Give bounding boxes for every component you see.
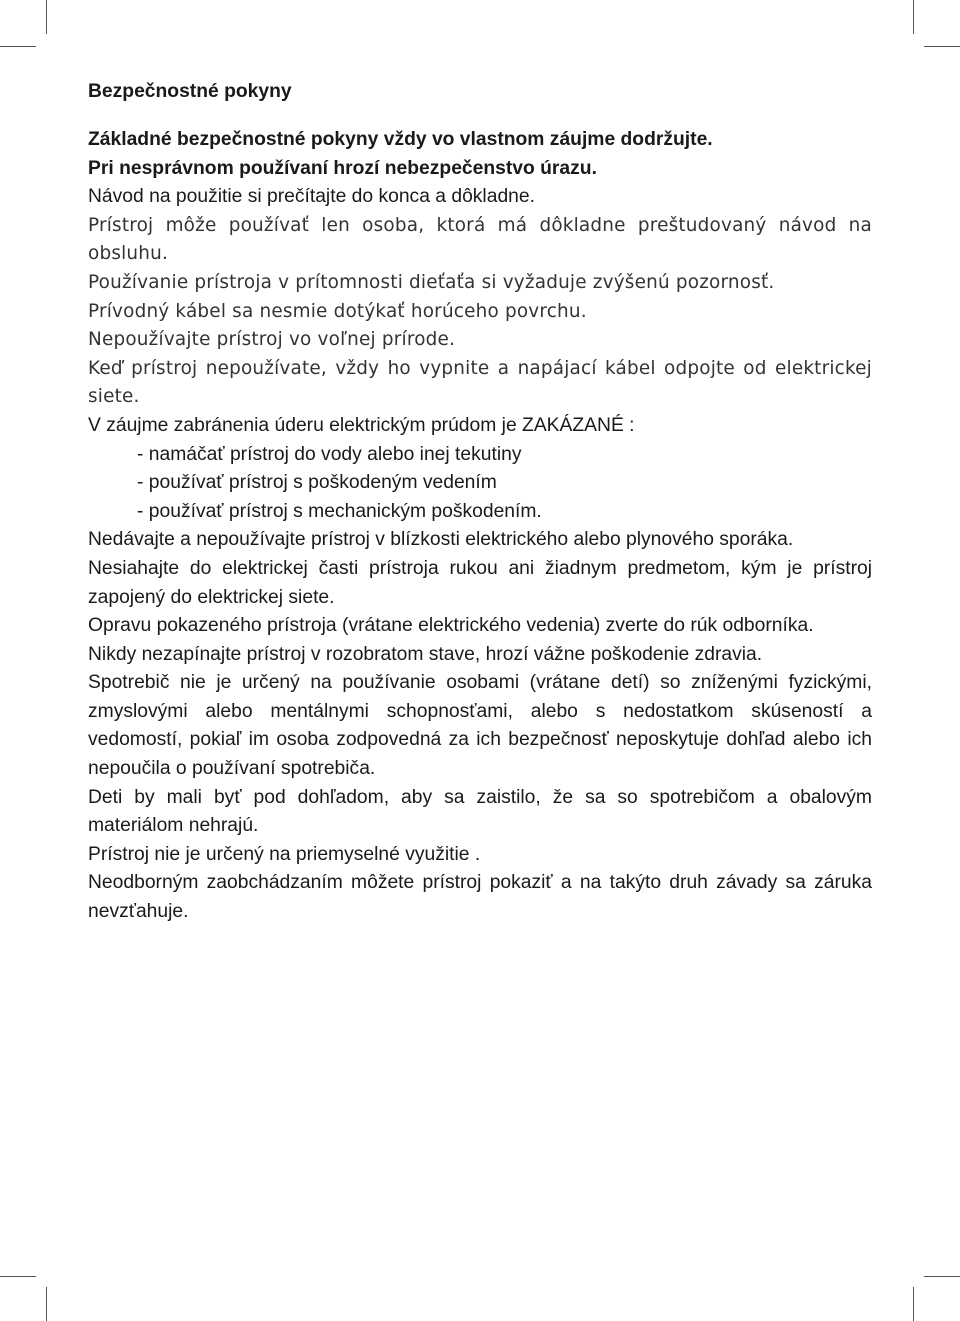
intro-line: Pri nesprávnom používaní hrozí nebezpečenstvo úrazu. bbox=[88, 157, 597, 179]
crop-mark-bottom-left-vertical bbox=[46, 1287, 47, 1321]
crop-mark-top-right-vertical bbox=[913, 0, 914, 34]
safety-rule: Prístroj nie je určený na priemyselné využitie . bbox=[88, 843, 481, 865]
page-title: Bezpečnostné pokyny bbox=[88, 81, 292, 102]
intro-line: Základné bezpečnostné pokyny vždy vo vlastnom záujme dodržujte. bbox=[88, 129, 713, 150]
crop-mark-top-left-vertical bbox=[46, 0, 47, 34]
list-item: - namáčať prístroj do vody alebo inej tekutiny bbox=[137, 443, 522, 465]
safety-rule: Nedávajte a nepoužívajte prístroj v blízkosti elektrického alebo plynového sporáka. bbox=[88, 529, 794, 551]
safety-rule: Nikdy nezapínajte prístroj v rozobratom stave, hrozí vážne poškodenie zdravia. bbox=[88, 643, 763, 665]
list-item: - používať prístroj s mechanickým poškodením. bbox=[137, 500, 542, 522]
safety-rule: Nesiahajte do elektrickej časti prístroja rukou ani žiadnym predmetom, kým je prístroj zapojený do elektrickej siete. bbox=[88, 557, 872, 608]
crop-mark-bottom-right-vertical bbox=[913, 1287, 914, 1321]
forbidden-intro: V záujme zabránenia úderu elektrickým prúdom je ZAKÁZANÉ : bbox=[88, 414, 635, 436]
intro-line: Návod na použitie si prečítajte do konca a dôkladne. bbox=[88, 186, 535, 208]
general-rule: Prístroj môže používať len osoba, ktorá má dôkladne preštudovaný návod na obsluhu. bbox=[88, 214, 872, 265]
list-item: - používať prístroj s poškodeným vedením bbox=[137, 472, 497, 494]
crop-mark-top-left-horizontal bbox=[0, 46, 36, 47]
general-rule: Prívodný kábel sa nesmie dotýkať horúceho povrchu. bbox=[88, 300, 587, 322]
general-rule: Používanie prístroja v prítomnosti dieťaťa si vyžaduje zvýšenú pozornosť. bbox=[88, 271, 775, 293]
unplug-rule: Keď prístroj nepoužívate, vždy ho vypnite a napájací kábel odpojte od elektrickej siete. bbox=[88, 357, 872, 408]
safety-rule: Opravu pokazeného prístroja (vrátane elektrického vedenia) zverte do rúk odborníka. bbox=[88, 615, 814, 637]
crop-mark-bottom-left-horizontal bbox=[0, 1276, 36, 1277]
safety-instructions bbox=[88, 78, 872, 927]
safety-rule: Spotrebič nie je určený na používanie osobami (vrátane detí) so zníženými fyzickými, zmyslovými alebo mentálnymi schopnosťami, alebo s nedostatkom skúseností a vedomostí, pokiaľ im osoba zodpovedná za ich bezpečnosť neposkytuje dohľad alebo ich nepoučila o používaní spotrebiča. bbox=[88, 672, 872, 780]
crop-mark-bottom-right-horizontal bbox=[924, 1276, 960, 1277]
safety-rule: Neodborným zaobchádzaním môžete prístroj pokaziť a na takýto druh závady sa záruka nevzťahuje. bbox=[88, 872, 872, 923]
crop-mark-top-right-horizontal bbox=[924, 46, 960, 47]
general-rule: Nepoužívajte prístroj vo voľnej prírode. bbox=[88, 329, 456, 351]
forbidden-list bbox=[88, 441, 872, 527]
safety-rule: Deti by mali byť pod dohľadom, aby sa zaistilo, že sa so spotrebičom a obalovým materiálom nehrajú. bbox=[88, 786, 872, 837]
